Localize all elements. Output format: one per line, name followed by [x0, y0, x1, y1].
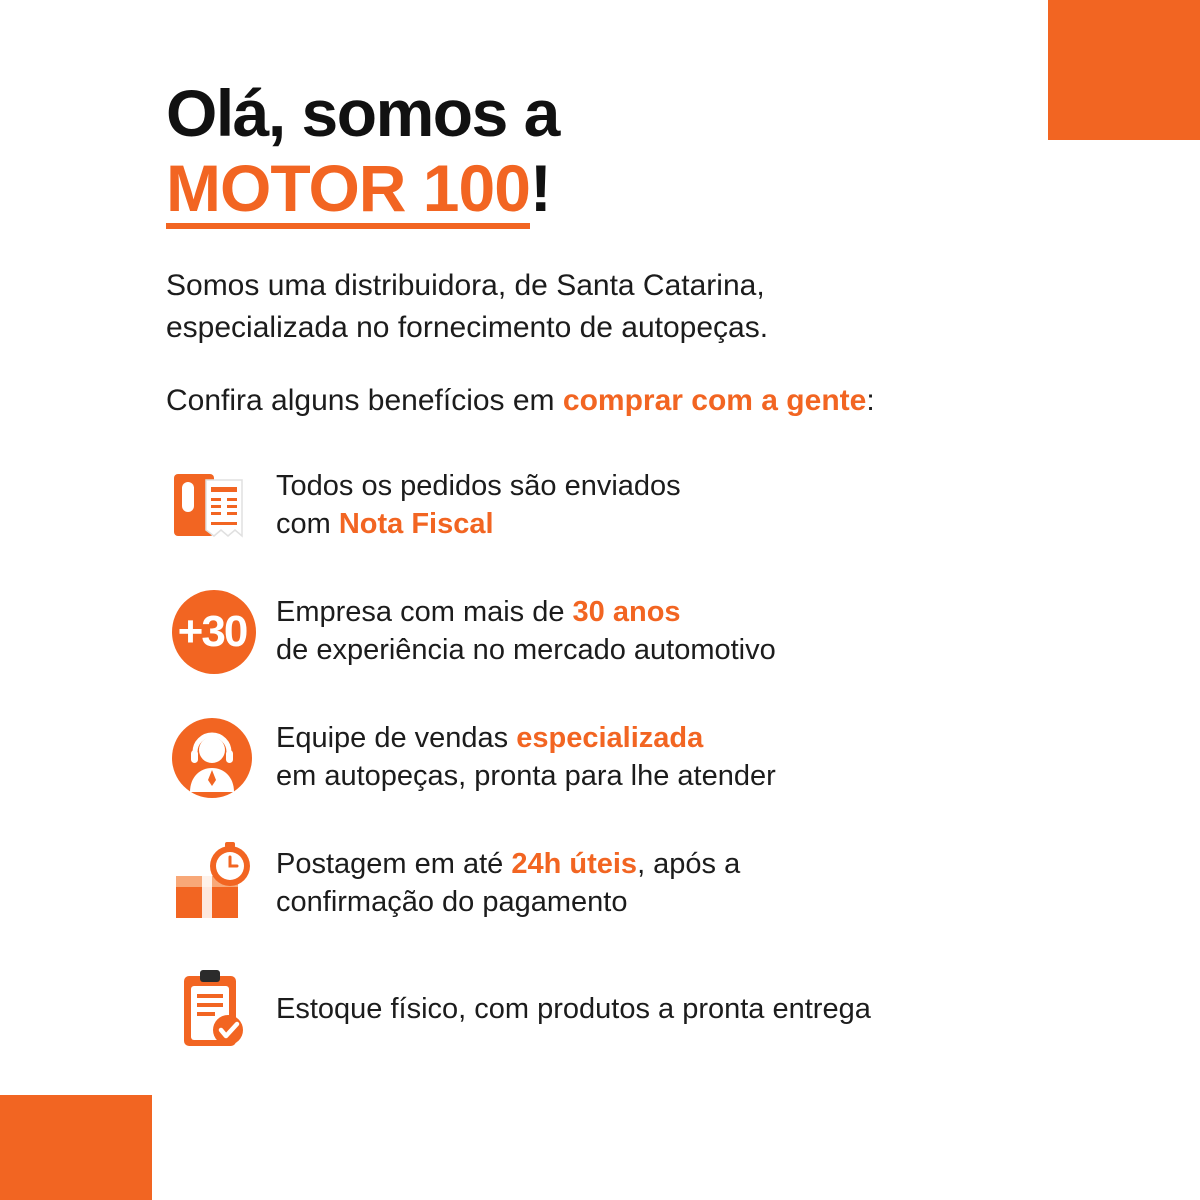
benefits-lead	[166, 384, 1066, 418]
benefit-4-line-1-prefix: Postagem em até	[276, 848, 512, 881]
benefit-1-line-2-prefix: com	[276, 508, 339, 541]
benefit-2-line-1-prefix: Empresa com mais de	[276, 596, 573, 629]
benefit-list	[166, 460, 1066, 1056]
list-item-text	[276, 991, 871, 1029]
list-item	[166, 838, 1066, 930]
headline-line-2	[166, 151, 1066, 229]
list-item	[166, 586, 1066, 678]
benefits-lead-accent: comprar com a gente	[562, 384, 867, 418]
list-item	[166, 460, 1066, 552]
benefit-2-line-2: de experiência no mercado automotivo	[276, 634, 776, 667]
list-item-text	[276, 846, 740, 921]
headline-exclamation: !	[529, 151, 551, 226]
list-item	[166, 964, 1066, 1056]
page-title	[166, 76, 1066, 229]
brand-name: MOTOR 100	[166, 155, 530, 229]
headset-agent-icon	[166, 712, 258, 804]
receipt-icon	[166, 460, 258, 552]
benefit-5-line-1: Estoque físico, com produtos a pronta entrega	[276, 993, 871, 1026]
page-content	[166, 76, 1066, 1056]
headline-line-1: Olá, somos a	[166, 76, 559, 150]
benefit-4-line-2: confirmação do pagamento	[276, 886, 628, 919]
intro-paragraph	[166, 265, 1006, 348]
list-item-text	[276, 594, 776, 669]
benefit-1-line-1: Todos os pedidos são enviados	[276, 470, 681, 503]
benefit-4-highlight: 24h úteis	[511, 848, 638, 881]
decorative-square-top-right	[1048, 0, 1200, 140]
benefit-3-line-2: em autopeças, pronta para lhe atender	[276, 760, 776, 793]
benefit-2-highlight: 30 anos	[572, 596, 681, 629]
box-stopwatch-icon	[166, 838, 258, 930]
benefit-4-line-1-suffix: , após a	[637, 848, 741, 881]
list-item	[166, 712, 1066, 804]
benefits-lead-prefix: Confira alguns benefícios em	[166, 384, 563, 418]
intro-line-1: Somos uma distribuidora, de Santa Catarina,	[166, 269, 765, 303]
decorative-square-bottom-left	[0, 1095, 152, 1200]
list-item-text	[276, 720, 776, 795]
benefit-3-line-1-prefix: Equipe de vendas	[276, 722, 517, 755]
benefits-lead-suffix: :	[866, 384, 875, 418]
badge-30-label: +30	[177, 607, 247, 657]
clipboard-check-icon	[166, 964, 258, 1056]
list-item-text	[276, 468, 681, 543]
plus-thirty-badge-icon	[166, 586, 258, 678]
intro-line-2: especializada no fornecimento de autopeças.	[166, 310, 769, 344]
benefit-1-highlight: Nota Fiscal	[338, 508, 494, 541]
benefit-3-highlight: especializada	[516, 722, 704, 755]
